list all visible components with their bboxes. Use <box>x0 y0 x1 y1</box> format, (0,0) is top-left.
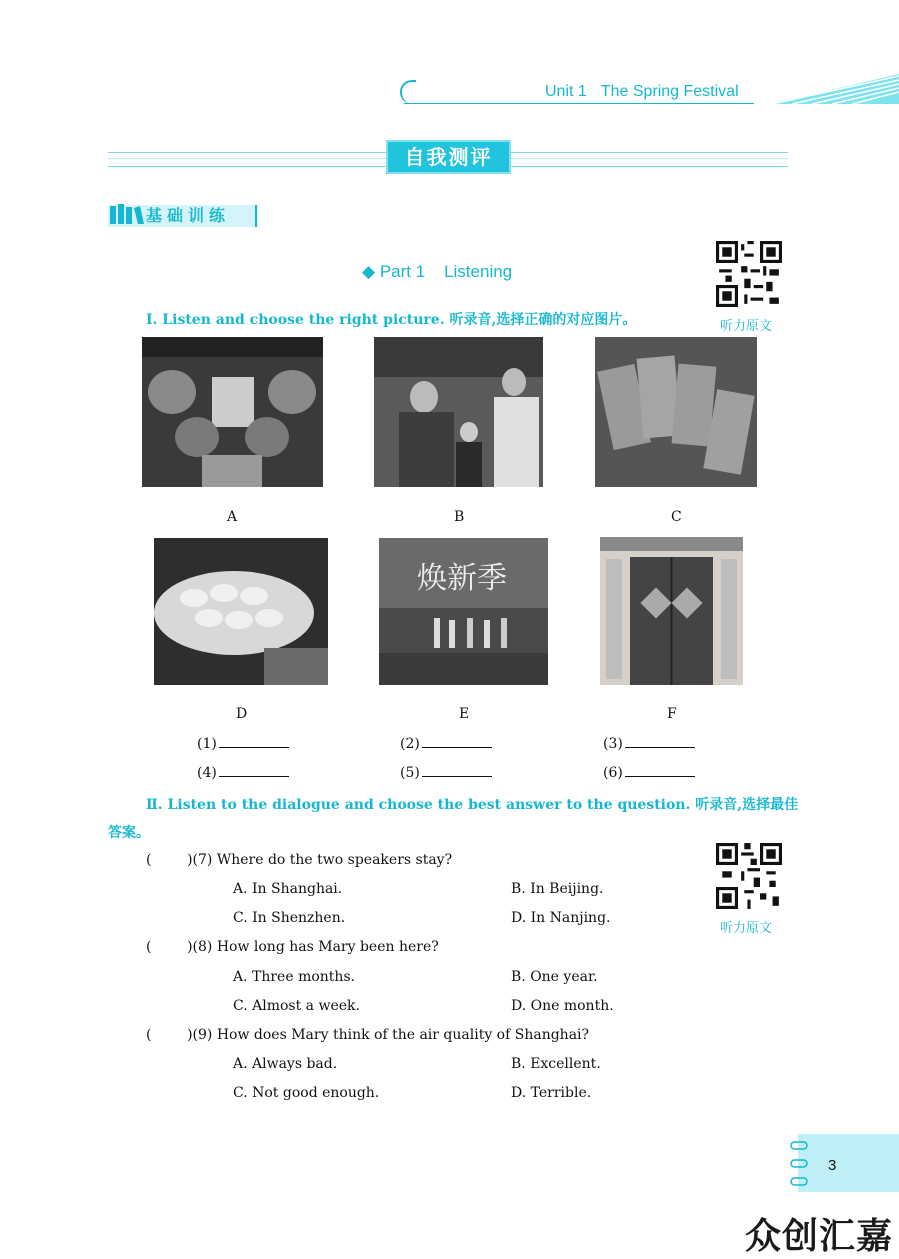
answer-blank-5[interactable] <box>400 764 492 781</box>
question-text: How long has Mary been here? <box>216 939 439 955</box>
blank-number: (6) <box>603 765 623 781</box>
watermark-logo: 众创汇嘉 <box>745 1216 894 1257</box>
part-number: Part 1 <box>379 262 426 281</box>
picture-f <box>600 537 743 685</box>
question-text: Where do the two speakers stay? <box>216 852 453 868</box>
option-8a[interactable]: A. Three months. <box>233 969 356 985</box>
qr-caption: 听力原文 <box>720 921 773 936</box>
running-header <box>545 83 753 101</box>
blank-number: (1) <box>197 736 217 752</box>
blank-line[interactable] <box>422 735 492 748</box>
question-7 <box>146 852 452 868</box>
svg-text:焕新季: 焕新季 <box>417 561 507 596</box>
blank-number: (2) <box>400 736 420 752</box>
header-rule <box>404 103 754 104</box>
option-9d[interactable]: D. Terrible. <box>511 1085 592 1101</box>
option-7b[interactable]: B. In Beijing. <box>511 881 604 897</box>
answer-blank-6[interactable] <box>603 764 695 781</box>
question-number: (7) <box>192 852 213 868</box>
picture-label-e: E <box>459 706 470 722</box>
option-8b[interactable]: B. One year. <box>511 969 598 985</box>
question-number: (9) <box>192 1027 213 1043</box>
option-7c[interactable]: C. In Shenzhen. <box>233 910 346 926</box>
header-stripes-decoration <box>752 74 899 104</box>
dumplings-photo-icon <box>154 538 328 685</box>
part1-instruction: Ⅰ. Listen and choose the right picture. 听录音,选择正确的对应图片。 <box>146 312 637 328</box>
option-8c[interactable]: C. Almost a week. <box>233 998 360 1014</box>
blank-line[interactable] <box>219 764 289 777</box>
answer-paren[interactable]: ( ) <box>146 939 193 955</box>
section-heading: 基础训练 <box>146 206 231 225</box>
picture-c <box>595 337 757 487</box>
question-text: How does Mary think of the air quality of Shanghai? <box>216 1027 590 1043</box>
part2-instruction-line2: 答案。 <box>108 825 150 841</box>
option-7a[interactable]: A. In Shanghai. <box>233 881 343 897</box>
part-heading <box>362 262 512 282</box>
question-number: (8) <box>192 939 213 955</box>
blank-line[interactable] <box>422 764 492 777</box>
qr-code-icon[interactable] <box>716 843 782 909</box>
option-9b[interactable]: B. Excellent. <box>511 1056 601 1072</box>
picture-label-f: F <box>667 706 677 722</box>
family-greeting-photo-icon <box>374 337 543 487</box>
picture-e <box>379 538 548 685</box>
blank-number: (5) <box>400 765 420 781</box>
part2-instruction-line1: Ⅱ. Listen to the dialogue and choose the best answer to the question. 听录音,选择最佳 <box>146 797 799 813</box>
part-name: Listening <box>444 262 513 281</box>
stage-show-photo-icon <box>379 538 548 685</box>
page-number-tab <box>798 1134 899 1192</box>
door-couplets-photo-icon <box>600 537 743 685</box>
lantern-photo-icon <box>142 337 323 487</box>
answer-paren[interactable]: ( ) <box>146 1027 193 1043</box>
answer-blank-2[interactable] <box>400 735 492 752</box>
picture-label-c: C <box>671 509 682 525</box>
picture-d <box>154 538 328 685</box>
blank-line[interactable] <box>625 764 695 777</box>
blank-number: (3) <box>603 736 623 752</box>
picture-label-b: B <box>454 509 465 525</box>
option-8d[interactable]: D. One month. <box>511 998 614 1014</box>
qr-code-icon[interactable] <box>716 241 782 307</box>
blank-line[interactable] <box>219 735 289 748</box>
binder-rings-decoration <box>790 1140 808 1190</box>
blank-line[interactable] <box>625 735 695 748</box>
option-7d[interactable]: D. In Nanjing. <box>511 910 611 926</box>
question-9 <box>146 1027 589 1043</box>
picture-label-d: D <box>236 706 248 722</box>
diamond-icon: ◆ <box>362 262 376 281</box>
header-curl-decoration <box>400 80 416 104</box>
option-9c[interactable]: C. Not good enough. <box>233 1085 380 1101</box>
qr-caption: 听力原文 <box>720 319 773 334</box>
picture-b <box>374 337 543 487</box>
question-8 <box>146 939 439 955</box>
blank-number: (4) <box>197 765 217 781</box>
self-assessment-banner: 自我测评 <box>386 140 511 174</box>
option-9a[interactable]: A. Always bad. <box>233 1056 338 1072</box>
unit-label: Unit 1 <box>545 83 587 100</box>
picture-a <box>142 337 323 487</box>
picture-label-a: A <box>227 509 238 525</box>
unit-title: The Spring Festival <box>600 83 739 100</box>
red-envelopes-photo-icon <box>595 337 757 487</box>
answer-paren[interactable]: ( ) <box>146 852 193 868</box>
page-number: 3 <box>828 1157 837 1174</box>
answer-blank-4[interactable] <box>197 764 289 781</box>
answer-blank-3[interactable] <box>603 735 695 752</box>
answer-blank-1[interactable] <box>197 735 289 752</box>
